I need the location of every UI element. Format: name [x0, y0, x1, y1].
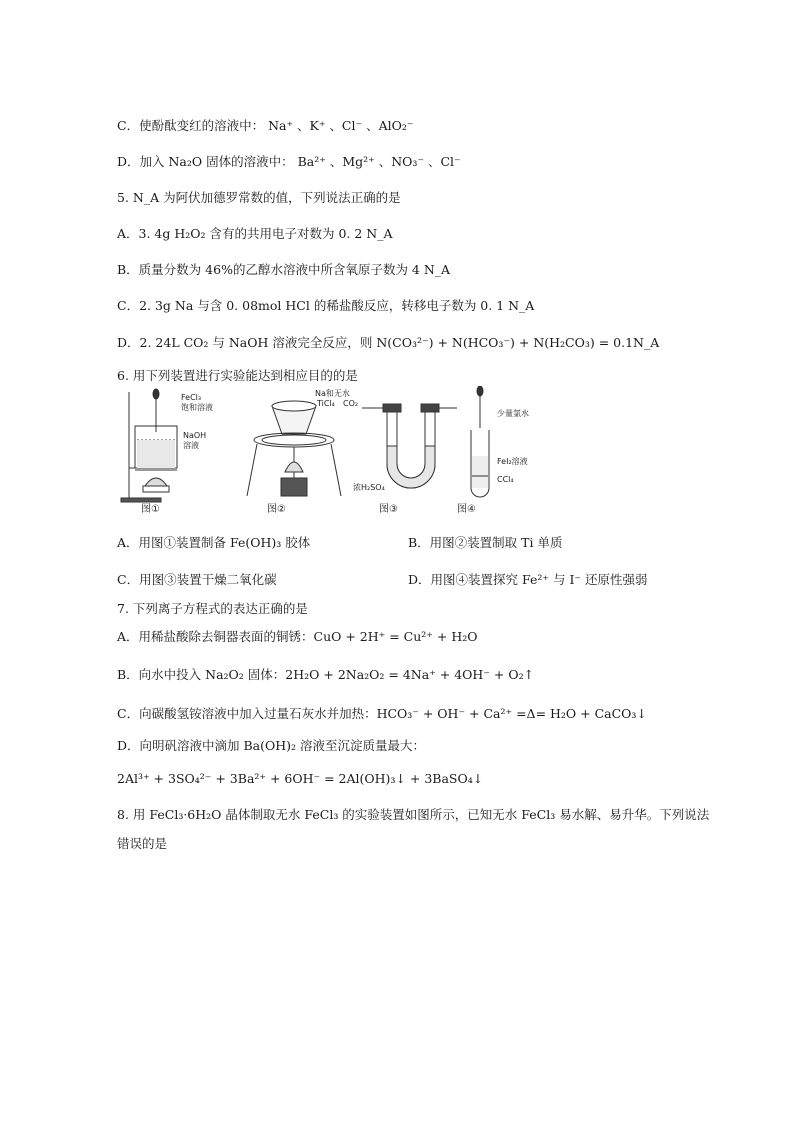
f3-liquid-label: 浓H₂SO₄	[353, 483, 385, 492]
apparatus-diagram	[117, 386, 677, 516]
q4-option-c	[117, 117, 413, 135]
q6-option-b: B．用图②装置制取 Ti 单质	[408, 535, 563, 550]
f1-reagent-label-2: 饱和溶液	[181, 403, 213, 412]
figure-1-apparatus	[121, 389, 177, 502]
f4-mid-label: FeI₂溶液	[497, 457, 528, 466]
q7-option-a: A．用稀盐酸除去铜器表面的铜锈：CuO + 2H⁺ = Cu²⁺ + H₂O	[117, 629, 478, 644]
q6-stem: 6. 用下列装置进行实验能达到相应目的的是	[117, 368, 358, 383]
f4-bottom-label: CCl₄	[497, 475, 514, 484]
q4-option-c-label: C．使酚酞变红的溶液中：	[117, 118, 265, 133]
q7-stem: 7. 下列离子方程式的表达正确的是	[117, 601, 308, 616]
q4-option-d	[117, 153, 461, 171]
q4-option-d-ions: Ba²⁺ 、Mg²⁺ 、NO₃⁻ 、Cl⁻	[297, 154, 461, 169]
q4-option-c-ions: Na⁺ 、K⁺ 、Cl⁻ 、AlO₂⁻	[268, 118, 414, 133]
q7-option-c: C．向碳酸氢铵溶液中加入过量石灰水并加热：HCO₃⁻ + OH⁻ + Ca²⁺ =Δ= H₂O + CaCO₃↓	[117, 706, 647, 721]
f4-top-label: 少量氯水	[497, 409, 529, 418]
f1-caption: 图①	[141, 504, 160, 515]
figure-2-apparatus	[247, 401, 341, 496]
f2-reagent-label-2: TiCl₄	[317, 399, 335, 408]
figure-4-apparatus	[471, 386, 489, 497]
q4-option-d-label: D．加入 Na₂O 固体的溶液中：	[117, 154, 294, 169]
q5-option-c: C．2. 3g Na 与含 0. 08mol HCl 的稀盐酸反应，转移电子数为 0. 1 N_A	[117, 298, 535, 313]
q7-option-b: B．向水中投入 Na₂O₂ 固体：2H₂O + 2Na₂O₂ = 4Na⁺ + 4OH⁻ + O₂↑	[117, 667, 535, 682]
f4-caption: 图④	[457, 504, 476, 515]
f2-reagent-label: Na和无水	[315, 389, 350, 398]
f3-caption: 图③	[379, 504, 398, 515]
q5-option-b: B．质量分数为 46%的乙醇水溶液中所含氧原子数为 4 N_A	[117, 262, 451, 277]
q5-option-a: A．3. 4g H₂O₂ 含有的共用电子对数为 0. 2 N_A	[117, 226, 393, 241]
f2-caption: 图②	[267, 504, 286, 515]
q5-stem: 5. N_A 为阿伏加德罗常数的值，下列说法正确的是	[117, 190, 401, 205]
f3-gas-label: CO₂	[343, 399, 359, 408]
f1-reagent-label: FeCl₃	[181, 393, 202, 402]
q7-option-d-equation: 2Al³⁺ + 3SO₄²⁻ + 3Ba²⁺ + 6OH⁻ = 2Al(OH)₃↓ + 3BaSO₄↓	[117, 771, 484, 786]
q5-option-d: D．2. 24L CO₂ 与 NaOH 溶液完全反应，则 N(CO₃²⁻) + N(HCO₃⁻) + N(H₂CO₃) = 0.1N_A	[117, 335, 660, 350]
f1-solution-label-2: 溶液	[183, 441, 199, 450]
q8-stem-line-1: 8. 用 FeCl₃·6H₂O 晶体制取无水 FeCl₃ 的实验装置如图所示，已知无水 FeCl₃ 易水解、易升华。下列说法	[117, 807, 710, 822]
q6-option-a: A．用图①装置制备 Fe(OH)₃ 胶体	[117, 535, 311, 550]
figure-3-apparatus	[362, 404, 457, 488]
f1-solution-label: NaOH	[183, 431, 207, 440]
q6-apparatus-figure	[117, 386, 677, 516]
q6-option-c: C．用图③装置干燥二氧化碳	[117, 572, 277, 587]
q7-option-d: D．向明矾溶液中滴加 Ba(OH)₂ 溶液至沉淀质量最大：	[117, 738, 426, 753]
q8-stem-line-2: 错误的是	[117, 836, 168, 851]
q6-option-d: D．用图④装置探究 Fe²⁺ 与 I⁻ 还原性强弱	[408, 572, 648, 587]
